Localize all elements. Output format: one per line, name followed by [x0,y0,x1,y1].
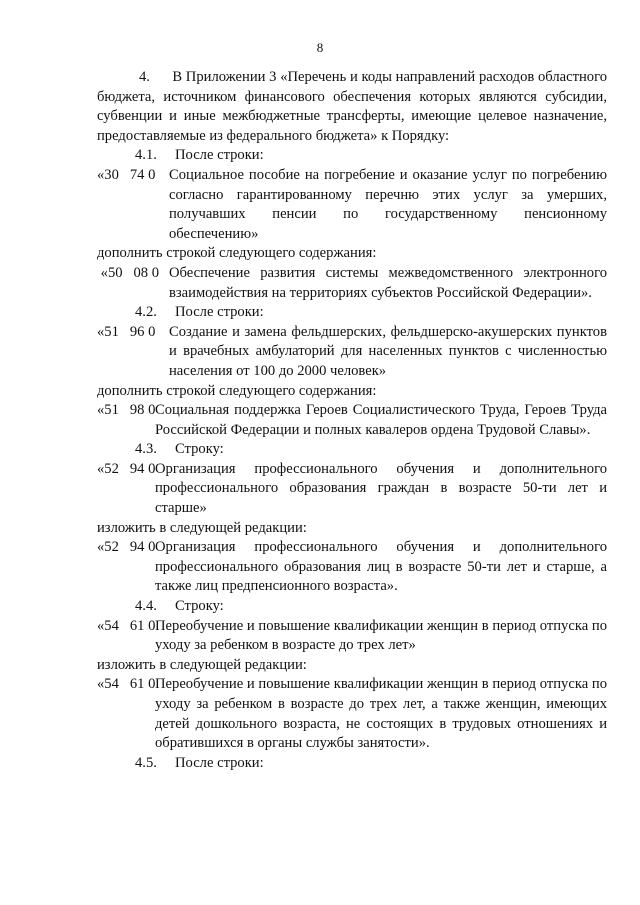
item-action: дополнить строкой следующего содержания: [97,245,377,262]
row-code: «52 94 0 [97,539,156,556]
code-row [97,617,607,656]
row-code: «50 08 0 [97,264,160,281]
item-action: изложить в следующей редакции: [97,656,307,673]
row-code: «51 96 0 [97,323,156,340]
row-code: «54 61 0 [97,617,156,634]
code-row [97,166,607,244]
row-text: Организация профессионального обучения и дополнительного профессионального образования лиц в возрасте 50-ти лет и старше, а также лиц предпенсионного возраста». [155,539,607,595]
code-row [97,538,607,597]
item-action: дополнить строкой следующего содержания: [97,382,377,399]
row-text: Переобучение и повышение квалификации женщин в период отпуска по уходу за ребенком в возрасте до трех лет» [155,617,607,654]
row-code: «54 61 0 [97,676,156,693]
row-code: «30 74 0 [97,166,156,183]
page-number: 8 [316,40,324,55]
row-text: Создание и замена фельдшерских, фельдшерско-акушерских пунктов и врачебных амбулаторий для населенных пунктов с численностью населения от 100 до 2000 человек» [169,323,607,379]
document-body [97,68,607,773]
row-text: Социальное пособие на погребение и оказание услуг по погребению согласно гарантированному перечню этих услуг за умерших, получавших пенсии по государственному пенсионному обеспечению» [169,166,607,242]
item-heading: 4.3. Строку: [135,441,224,458]
item-heading: 4.4. Строку: [135,598,224,615]
row-code: «51 98 0 [97,402,156,419]
code-row [97,675,607,753]
row-code: «52 94 0 [97,460,156,477]
row-text: Организация профессионального обучения и дополнительного профессионального образования граждан в возрасте 50-ти лет и старше» [155,460,607,517]
row-text: Обеспечение развития системы межведомственного электронного взаимодействия на территориях субъектов Российской Федерации». [169,264,607,301]
row-text: Социальная поддержка Героев Социалистического Труда, Героев Труда Российской Федерации и полных кавалеров ордена Трудовой Славы». [155,402,607,438]
item-action: изложить в следующей редакции: [97,519,307,536]
intro-paragraph: 4. В Приложении 3 «Перечень и коды направлений расходов областного бюджета, источником финансового обеспечения которых являются субсидии, субвенции и иные межбюджетные трансферты, имеющие целевое назначение, предоставляемые из федерального бюджета» к Порядку: [97,69,607,144]
row-text: Переобучение и повышение квалификации женщин в период отпуска по уходу за ребенком в возрасте до трех лет, а также женщин, имеющих детей дошкольного возраста, не состоящих в трудовых отношениях и обратившихся в органы службы занятости». [155,676,607,752]
item-heading: 4.2. После строки: [135,304,264,321]
code-row [97,401,607,440]
code-row [97,460,607,519]
code-row [97,323,607,382]
item-heading: 4.5. После строки: [135,754,264,771]
item-heading: 4.1. После строки: [135,147,264,164]
code-row [97,264,607,303]
